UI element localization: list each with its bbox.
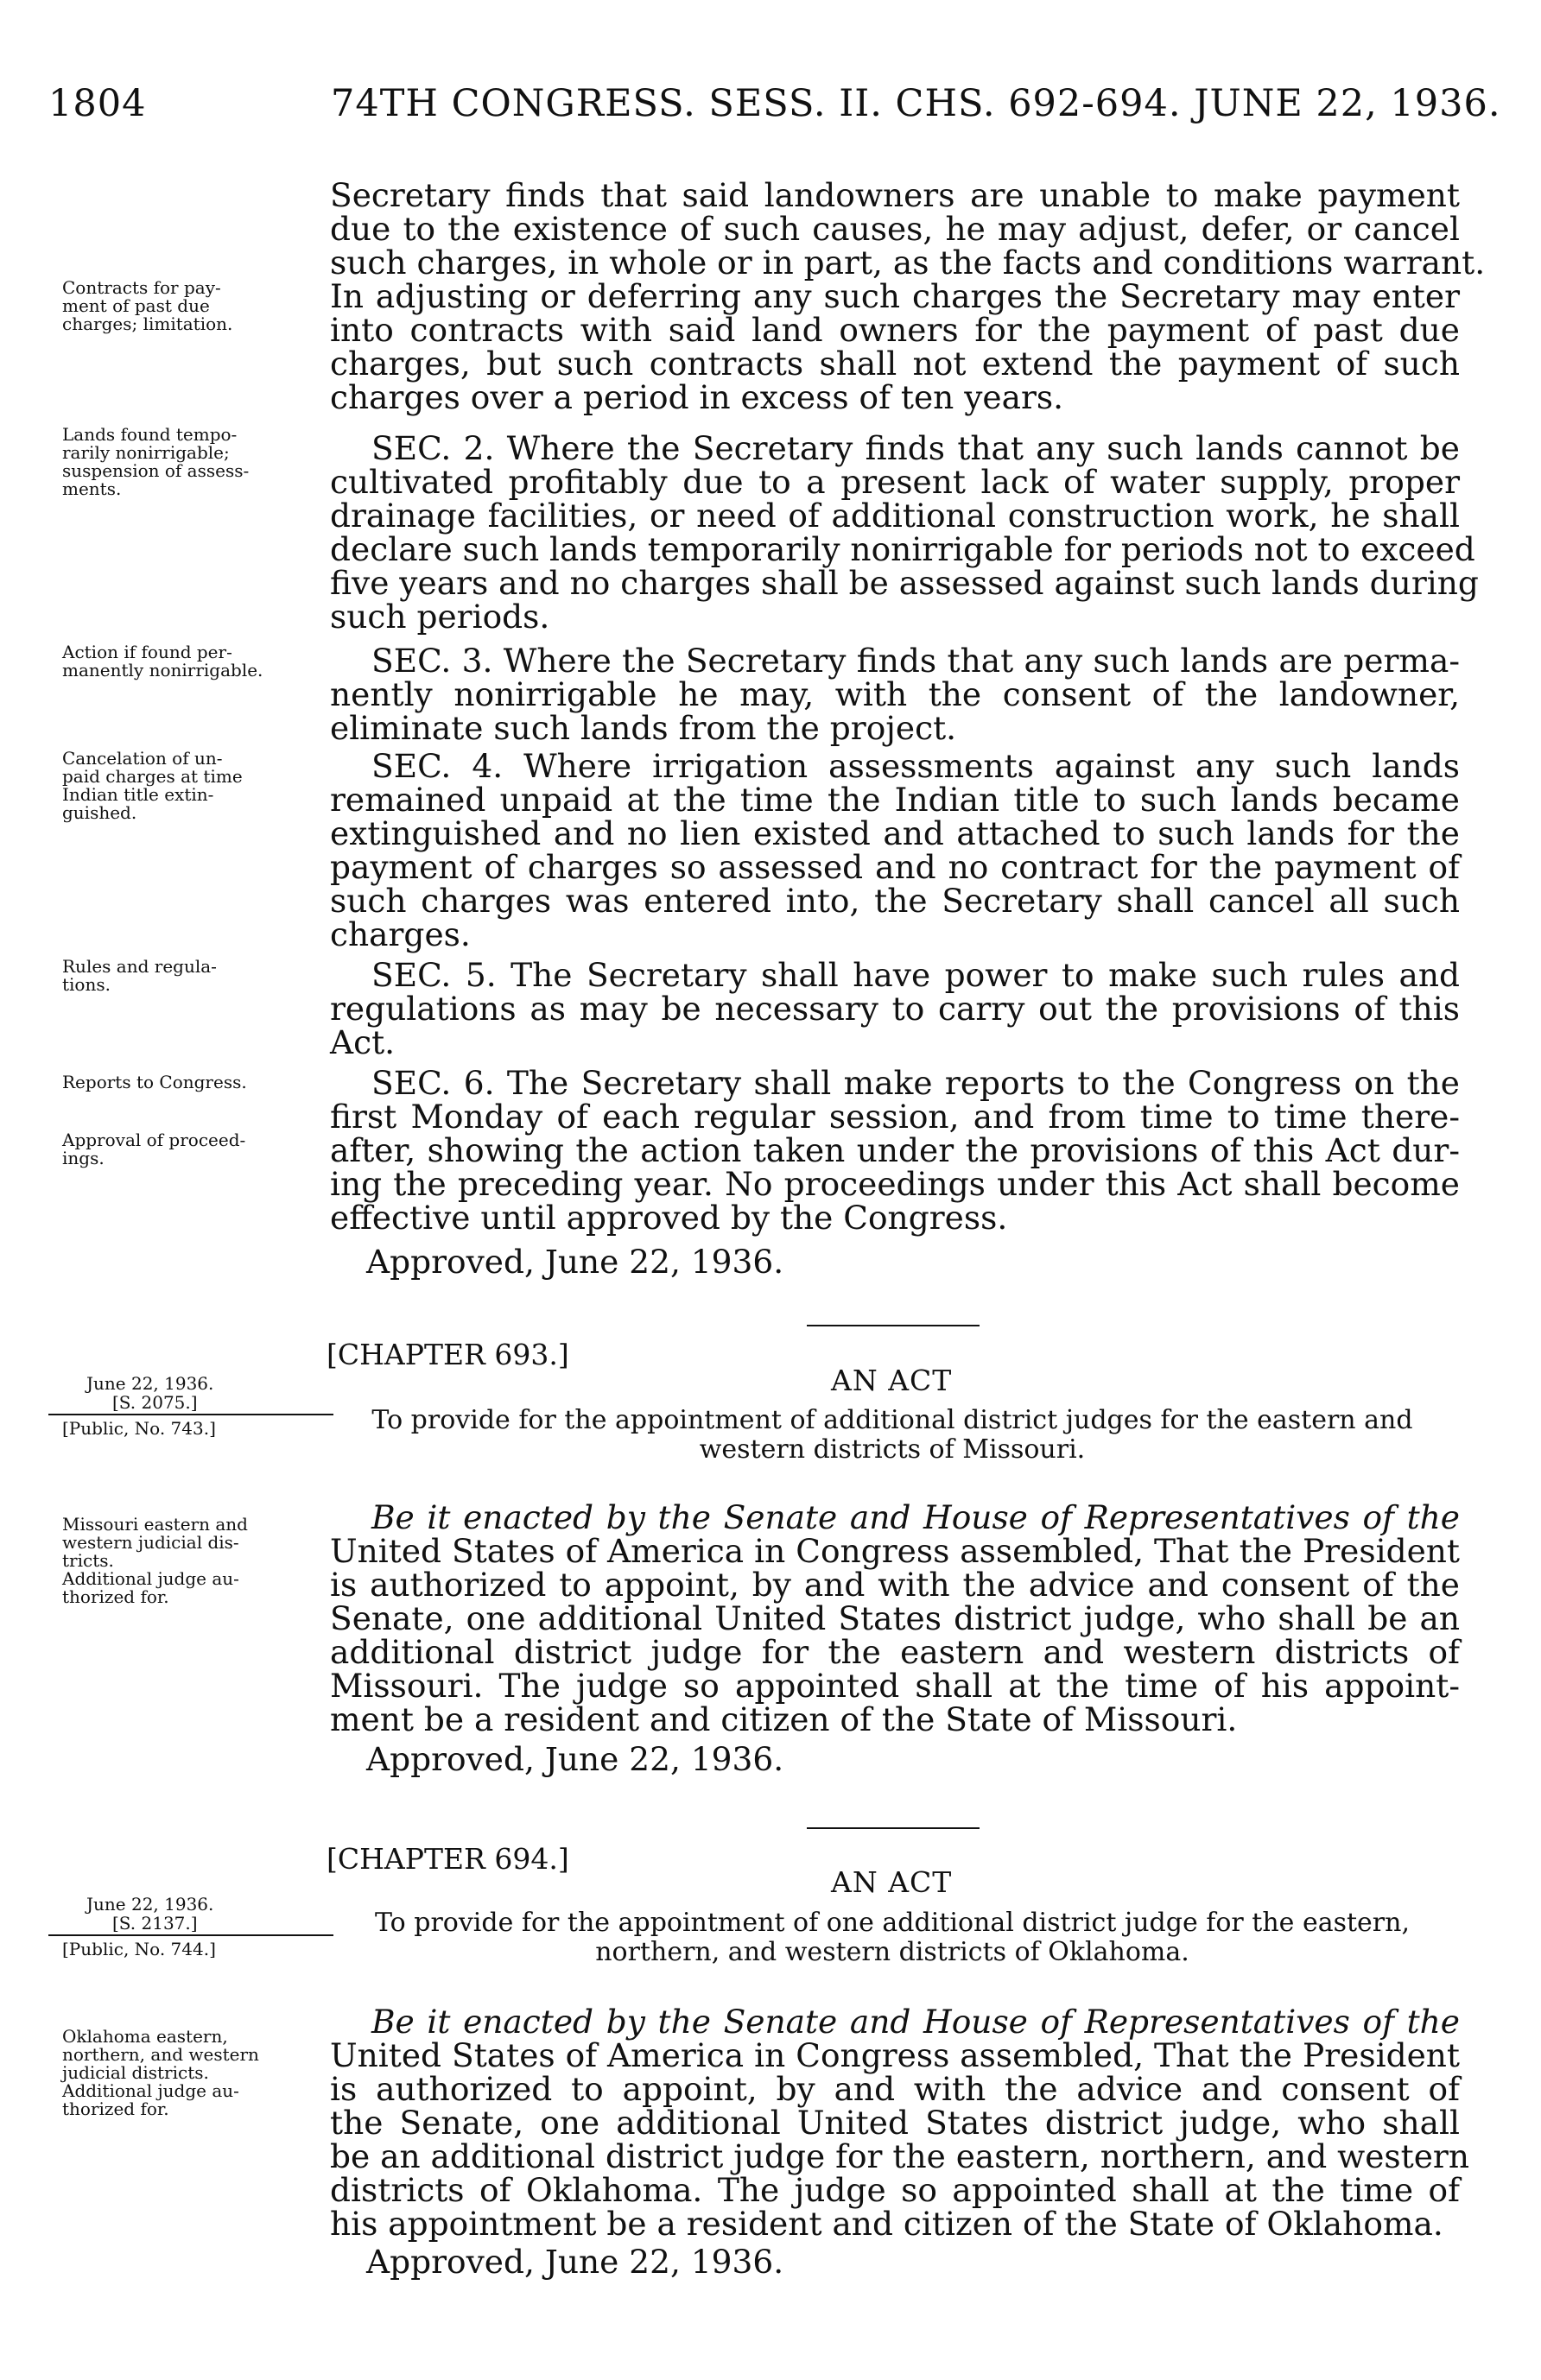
ch694-side-rule <box>48 1934 333 1936</box>
ch694-divider <box>807 1827 980 1829</box>
margin-note-lands: Lands found tempo- rarily nonirrigable; suspension of assess- ments. <box>62 424 250 499</box>
ch694-date: June 22, 1936. <box>86 1894 214 1915</box>
running-title: 74TH CONGRESS. SESS. II. CHS. 692-694. JUNE 22, 1936. <box>331 82 1501 125</box>
body-paragraph-1: Secretary finds that said landowners are unable to make payment due to the existence of such causes, he may adjust, defer, or cancel such charges, in whole or in part, as the facts and conditions warrant. In adjusting or deferring any such charges the Secretary may enter into contracts with said land owners for the payment of past due charges, but such contracts shall not extend the payment of such charges over a period in excess of ten years. <box>330 176 1486 416</box>
ch693-bill: [S. 2075.] <box>112 1392 198 1413</box>
ch693-side-rule <box>48 1414 333 1415</box>
ch693-body: Be it enacted by the Senate and House of Representatives of the United States of America in Congress assembled, That the President is authorized to appoint, by and with the advice and consent of the Senate, one additional United States district judge, who shall be an additional district judge for the eastern and western districts of Missouri. The judge so appointed shall at the time of his appoint- ment be a resident and citizen of the State of Missouri. <box>330 1498 1460 1738</box>
margin-note-oklahoma: Oklahoma eastern, northern, and western judicial districts. Additional judge au- thorized for. <box>62 2026 259 2119</box>
ch694-bill: [S. 2137.] <box>112 1913 198 1934</box>
approved-ch694: Approved, June 22, 1936. <box>366 2243 784 2281</box>
ch694-an-act: AN ACT <box>831 1865 953 1899</box>
margin-note-reports: Reports to Congress. <box>62 1072 247 1092</box>
ch693-title: To provide for the appointment of additional district judges for the eastern and western districts of Missouri. <box>371 1405 1413 1465</box>
ch693-date: June 22, 1936. <box>86 1373 214 1394</box>
ch693-divider <box>807 1325 980 1326</box>
margin-note-action: Action if found per- manently nonirrigable. <box>62 642 263 680</box>
margin-note-approval: Approval of proceed- ings. <box>62 1130 246 1168</box>
approved-ch692: Approved, June 22, 1936. <box>366 1243 784 1281</box>
margin-note-contracts: Contracts for pay- ment of past due charges; limitation. <box>62 277 233 334</box>
section-5: SEC. 5. The Secretary shall have power to make such rules and regulations as may be necessary to carry out the provisions of this Act. <box>330 956 1460 1061</box>
ch693-an-act: AN ACT <box>831 1364 953 1397</box>
ch694-public: [Public, No. 744.] <box>62 1939 216 1959</box>
page-number: 1804 <box>48 82 147 125</box>
section-2: SEC. 2. Where the Secretary finds that any such lands cannot be cultivated profitably due to a present lack of water supply, proper drainage facilities, or need of additional construction work, he shall declare such lands temporarily nonirrigable for periods not to exceed five years and no charges shall be assessed against such lands during such periods. <box>330 429 1479 636</box>
section-3: SEC. 3. Where the Secretary finds that any such lands are perma- nently nonirrigable he may, with the consent of the landowner, eliminate such lands from the project. <box>330 642 1460 747</box>
margin-note-missouri: Missouri eastern and western judicial dis- tricts. Additional judge au- thorized for. <box>62 1514 248 1607</box>
ch693-chapter-label: [CHAPTER 693.] <box>327 1338 569 1371</box>
section-4: SEC. 4. Where irrigation assessments against any such lands remained unpaid at the time the Indian title to such lands became extinguished and no lien existed and attached to such lands for the payment of charges so assessed and no contract for the payment of such charges was entered into, the Secretary shall cancel all such charges. <box>330 747 1460 953</box>
ch693-public: [Public, No. 743.] <box>62 1418 216 1439</box>
section-6: SEC. 6. The Secretary shall make reports to the Congress on the first Monday of each regular session, and from time to time there- after, showing the action taken under the provisions of this Act dur- ing the preceding year. No proceedings under this Act shall become effective until approved by the Congress. <box>330 1064 1460 1237</box>
margin-note-rules: Rules and regula- tions. <box>62 956 217 995</box>
ch694-body: Be it enacted by the Senate and House of Representatives of the United States of America in Congress assembled, That the President is authorized to appoint, by and with the advice and consent of the Senate, one additional United States district judge, who shall be an additional district judge for the eastern, northern, and western districts of Oklahoma. The judge so appointed shall at the time of his appointment be a resident and citizen of the State of Oklahoma. <box>330 2003 1470 2243</box>
margin-note-cancelation: Cancelation of un- paid charges at time Indian title extin- guished. <box>62 748 243 823</box>
approved-ch693: Approved, June 22, 1936. <box>366 1740 784 1778</box>
ch694-chapter-label: [CHAPTER 694.] <box>327 1842 569 1876</box>
ch694-title: To provide for the appointment of one additional district judge for the eastern, northern, and western districts of Oklahoma. <box>374 1908 1411 1967</box>
